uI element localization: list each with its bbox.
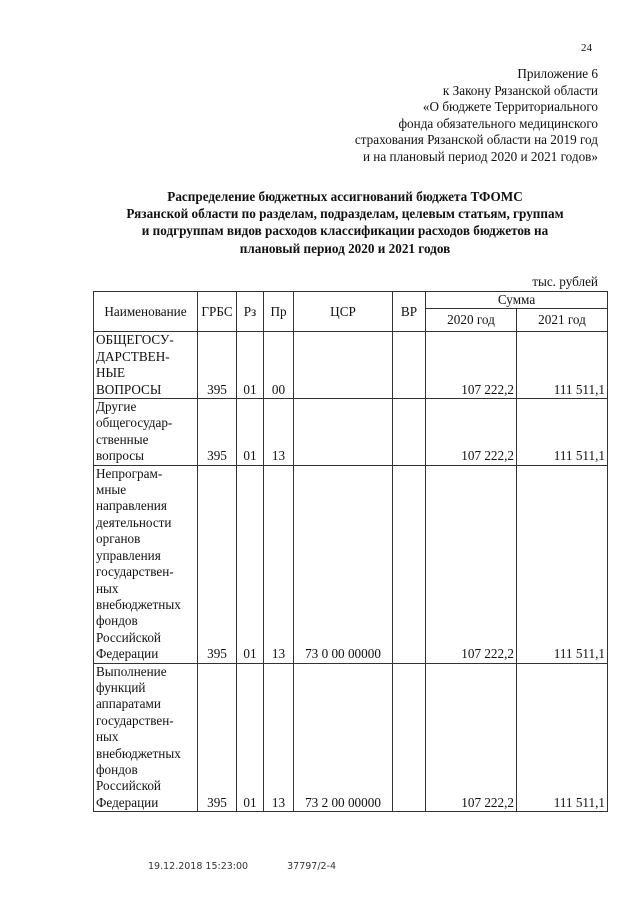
cell-rz: 01 <box>237 465 264 663</box>
header-2021: 2021 год <box>517 309 608 332</box>
appendix-line: страхования Рязанской области на 2019 год <box>354 132 598 148</box>
cell-pr: 13 <box>264 399 294 466</box>
cell-vr <box>393 332 426 399</box>
cell-csr <box>294 399 393 466</box>
cell-name-line: ственные <box>96 431 149 447</box>
header-vr: ВР <box>393 292 426 332</box>
cell-grbs: 395 <box>198 399 237 466</box>
appendix-line: к Закону Рязанской области <box>442 82 598 98</box>
cell-name-line: общегосудар- <box>96 415 173 431</box>
cell-name-line: ных <box>96 729 119 745</box>
cell-csr <box>294 332 393 399</box>
page-number: 24 <box>581 42 592 54</box>
cell-y2020: 107 222,2 <box>426 332 517 399</box>
cell-name <box>94 663 198 812</box>
cell-name-line: органов <box>96 531 141 547</box>
cell-pr: 00 <box>264 332 294 399</box>
header-2020: 2020 год <box>426 309 517 332</box>
cell-y2021: 111 511,1 <box>517 399 608 466</box>
units-label: тыс. рублей <box>532 274 598 289</box>
cell-name-line: Российской <box>96 778 161 794</box>
table-row <box>94 465 608 663</box>
header-csr: ЦСР <box>294 292 393 332</box>
cell-name-line: аппаратами <box>96 696 161 712</box>
cell-name <box>94 465 198 663</box>
cell-csr: 73 2 00 00000 <box>294 663 393 812</box>
cell-y2021: 111 511,1 <box>517 465 608 663</box>
cell-name-line: функций <box>96 679 146 695</box>
cell-name-line: Федерации <box>96 646 159 662</box>
title-line: Рязанской области по разделам, подразделам, целевым статьям, группам <box>126 206 564 222</box>
appendix-line: и на плановый период 2020 и 2021 годов» <box>362 148 598 164</box>
cell-name-line: управления <box>96 547 161 563</box>
appendix-line: фонда обязательного медицинского <box>398 115 598 131</box>
header-name: Наименование <box>94 292 198 332</box>
table-row <box>94 399 608 466</box>
title-line: Распределение бюджетных ассигнований бюджета ТФОМС <box>167 189 523 204</box>
cell-rz: 01 <box>237 332 264 399</box>
cell-name-line: Непрограм- <box>96 465 163 481</box>
cell-name-line: государствен- <box>96 712 174 728</box>
footer-doc-id: 37797/2-4 <box>287 861 337 872</box>
cell-name-line: внебюджетных <box>96 745 181 761</box>
cell-pr: 13 <box>264 465 294 663</box>
cell-csr: 73 0 00 00000 <box>294 465 393 663</box>
cell-name-line: деятельности <box>96 514 172 530</box>
title-line: плановый период 2020 и 2021 годов <box>239 240 451 256</box>
cell-name-line: Российской <box>96 629 161 645</box>
header-sum: Сумма <box>426 292 608 309</box>
cell-name-line: государствен- <box>96 564 174 580</box>
cell-y2020: 107 222,2 <box>426 663 517 812</box>
title-line: и подгруппам видов расходов классификации расходов бюджетов на <box>141 223 549 239</box>
cell-name-line: Другие <box>96 399 137 415</box>
table-row <box>94 332 608 399</box>
cell-grbs: 395 <box>198 465 237 663</box>
cell-name-line: ДАРСТВЕН- <box>96 348 170 364</box>
cell-y2020: 107 222,2 <box>426 399 517 466</box>
cell-name-line: фондов <box>96 613 138 629</box>
cell-name <box>94 399 198 466</box>
cell-name-line: НЫЕ <box>96 365 126 381</box>
header-pr: Пр <box>264 292 294 332</box>
cell-name-line: ОБЩЕГОСУ- <box>96 332 174 348</box>
header-rz: Рз <box>237 292 264 332</box>
appendix-line: «О бюджете Территориального <box>422 99 598 115</box>
cell-name-line: ных <box>96 580 119 596</box>
table-row <box>94 663 608 812</box>
header-grbs: ГРБС <box>198 292 237 332</box>
cell-name-line: фондов <box>96 761 138 777</box>
cell-name-line: Выполнение <box>96 663 167 679</box>
cell-y2021: 111 511,1 <box>517 332 608 399</box>
appendix-header <box>355 66 598 166</box>
cell-rz: 01 <box>237 399 264 466</box>
cell-name-line: Федерации <box>96 794 159 810</box>
cell-grbs: 395 <box>198 332 237 399</box>
footer-stamp <box>148 861 336 872</box>
cell-vr <box>393 663 426 812</box>
cell-name-line: внебюджетных <box>96 596 181 612</box>
cell-y2021: 111 511,1 <box>517 663 608 812</box>
cell-vr <box>393 399 426 466</box>
document-title <box>85 188 605 257</box>
cell-name-line: направления <box>96 498 167 514</box>
cell-rz: 01 <box>237 663 264 812</box>
appendix-line: Приложение 6 <box>517 66 598 81</box>
cell-name <box>94 332 198 399</box>
budget-table <box>93 291 608 812</box>
cell-pr: 13 <box>264 663 294 812</box>
cell-grbs: 395 <box>198 663 237 812</box>
cell-name-line: ВОПРОСЫ <box>96 381 162 397</box>
cell-name-line: вопросы <box>96 448 145 464</box>
cell-vr <box>393 465 426 663</box>
cell-name-line: мные <box>96 482 127 498</box>
cell-y2020: 107 222,2 <box>426 465 517 663</box>
footer-timestamp: 19.12.2018 15:23:00 <box>148 861 249 872</box>
